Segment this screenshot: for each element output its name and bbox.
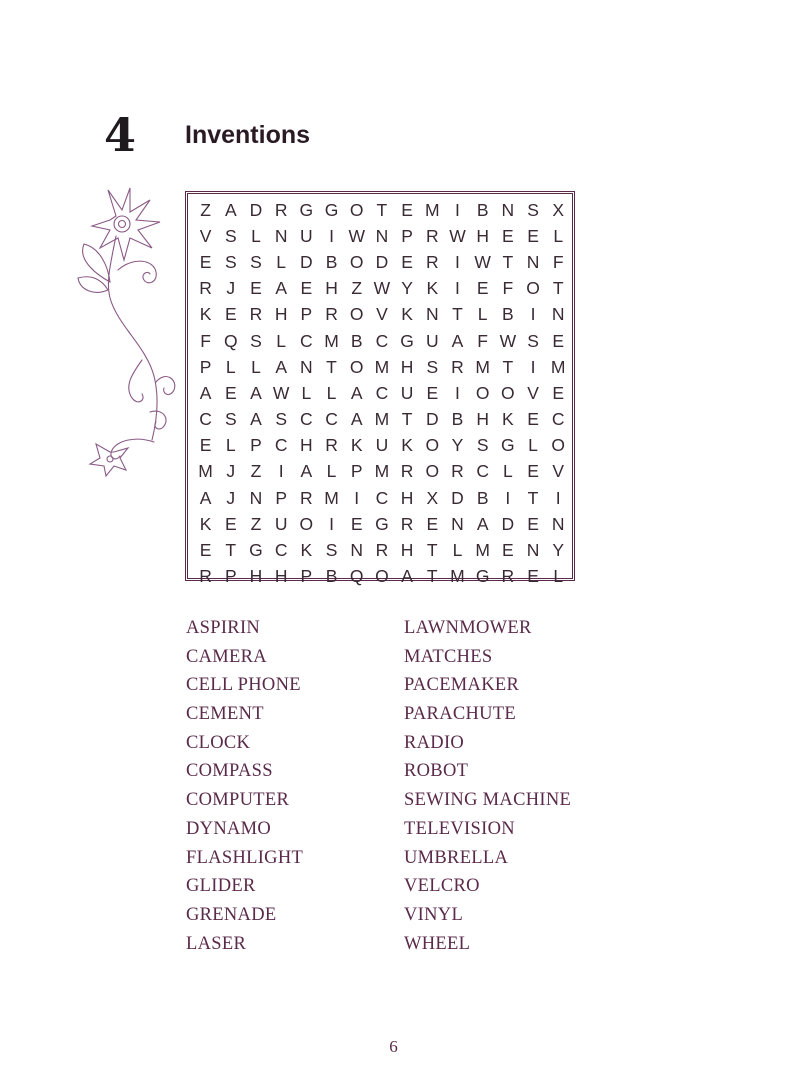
grid-letter: P [300, 304, 313, 325]
grid-letter: W [272, 382, 290, 403]
grid-letter: M [424, 199, 440, 220]
grid-letter: R [451, 356, 464, 377]
grid-letter: Q [349, 566, 364, 587]
word-list-item: ASPIRIN [186, 618, 261, 638]
grid-letter: Y [451, 435, 464, 456]
word-search-grid [185, 191, 575, 587]
grid-letter: L [225, 435, 236, 456]
grid-letter: O [349, 304, 364, 325]
grid-letter: A [275, 278, 287, 299]
word-list-item: LASER [186, 933, 247, 954]
grid-letter: P [250, 435, 262, 456]
grid-letter: R [400, 513, 414, 534]
grid-letter: M [324, 487, 339, 508]
grid-letter: P [224, 566, 237, 587]
grid-letter: Y [401, 278, 413, 299]
grid-letter: I [555, 487, 561, 508]
grid-letter: H [300, 435, 313, 456]
word-list-item: RADIO [404, 732, 465, 753]
grid-letter: Z [351, 278, 363, 299]
grid-letter: O [349, 356, 364, 377]
grid-letter: H [325, 278, 338, 299]
word-list-item: FLASHLIGHT [186, 847, 304, 868]
grid-letter: S [275, 409, 287, 430]
grid-letter: H [476, 225, 489, 246]
grid-letter: O [551, 435, 566, 456]
grid-letter: D [501, 513, 515, 534]
grid-letter: E [199, 435, 212, 456]
grid-letter: S [527, 199, 539, 220]
grid-letter: E [502, 540, 514, 561]
grid-letter: L [553, 566, 564, 587]
grid-letter: C [300, 330, 313, 351]
grid-letter: E [527, 566, 539, 587]
word-list-item: LAWNMOWER [404, 618, 532, 638]
grid-letter: O [501, 382, 515, 403]
grid-letter: M [374, 461, 390, 482]
grid-letter: C [375, 487, 389, 508]
grid-letter: A [350, 382, 363, 403]
grid-letter: R [325, 304, 338, 325]
grid-letter: U [400, 382, 414, 403]
word-list-item: CLOCK [186, 732, 251, 753]
word-list-item: PACEMAKER [404, 675, 520, 696]
grid-letter: E [426, 513, 439, 534]
grid-letter: E [250, 278, 262, 299]
grid-letter: O [425, 435, 440, 456]
grid-letter: D [451, 487, 464, 508]
grid-letter: H [249, 566, 263, 587]
grid-letter: N [350, 540, 364, 561]
grid-letter: A [350, 409, 363, 430]
grid-letter: U [375, 435, 389, 456]
grid-letter: S [224, 251, 237, 272]
grid-letter: L [276, 251, 287, 272]
flower-vine-icon [70, 186, 188, 478]
word-list-item: SEWING MACHINE [404, 790, 572, 811]
grid-letter: O [299, 513, 314, 534]
grid-letter: E [401, 199, 413, 220]
grid-letter: E [527, 461, 539, 482]
grid-letter: K [401, 304, 413, 325]
grid-letter: C [274, 540, 288, 561]
word-list-item: PARACHUTE [404, 704, 517, 725]
grid-letter: H [400, 356, 414, 377]
grid-letter: J [226, 487, 236, 508]
grid-letter: B [502, 304, 514, 325]
grid-letter: F [502, 278, 514, 299]
grid-letter: K [199, 304, 212, 325]
grid-letter: O [526, 278, 540, 299]
grid-letter: B [325, 251, 338, 272]
grid-letter: R [199, 566, 212, 587]
grid-letter: U [300, 225, 313, 246]
grid-letter: C [476, 461, 489, 482]
grid-letter: U [425, 330, 439, 351]
grid-letter: R [425, 251, 439, 272]
grid-letter: B [451, 409, 464, 430]
word-list-item: ROBOT [404, 761, 469, 782]
grid-letter: I [530, 304, 536, 325]
grid-letter: M [324, 330, 339, 351]
grid-letter: L [477, 304, 488, 325]
grid-letter: C [375, 330, 389, 351]
grid-letter: E [350, 513, 363, 534]
grid-letter: C [375, 382, 389, 403]
grid-letter: A [250, 382, 262, 403]
word-list-item: WHEEL [404, 933, 471, 954]
grid-letter: E [300, 278, 313, 299]
grid-letter: A [250, 409, 262, 430]
grid-letter: M [198, 461, 213, 482]
grid-letter: N [526, 540, 540, 561]
word-list-left [186, 614, 303, 958]
grid-letter: W [449, 225, 466, 246]
grid-letter: T [326, 356, 337, 377]
grid-letter: R [325, 435, 338, 456]
puzzle-title: Inventions [185, 121, 311, 149]
grid-letter: M [550, 356, 566, 377]
grid-letter: A [300, 461, 313, 482]
grid-letter: S [426, 356, 439, 377]
grid-letter: I [329, 513, 334, 534]
grid-letter: N [425, 304, 439, 325]
grid-letter: R [375, 540, 389, 561]
grid-letter: L [326, 382, 337, 403]
word-list-item: GLIDER [186, 876, 256, 897]
grid-letter: Z [250, 461, 262, 482]
word-list-item: CELL PHONE [186, 675, 301, 696]
grid-letter: A [224, 199, 237, 220]
puzzle-number: 4 [104, 108, 137, 162]
grid-letter: E [426, 382, 439, 403]
grid-letter: R [501, 566, 515, 587]
grid-letter: R [451, 461, 464, 482]
grid-letter: E [527, 225, 539, 246]
grid-letter: K [300, 540, 313, 561]
grid-letter: R [300, 487, 313, 508]
grid-letter: I [329, 225, 334, 246]
grid-letter: D [375, 251, 389, 272]
grid-letter: L [225, 356, 236, 377]
grid-letter: K [401, 435, 413, 456]
grid-letter: E [552, 382, 565, 403]
grid-letter: C [300, 409, 313, 430]
grid-letter: R [274, 199, 288, 220]
grid-letter: E [401, 251, 413, 272]
grid-letter: T [552, 278, 564, 299]
word-list-item: COMPUTER [186, 790, 290, 811]
grid-letter: S [224, 225, 237, 246]
grid-letter: E [476, 278, 489, 299]
grid-letter: I [455, 251, 460, 272]
grid-letter: P [350, 461, 363, 482]
grid-letter: U [274, 513, 288, 534]
grid-letter: K [199, 513, 212, 534]
grid-letter: X [426, 487, 439, 508]
grid-letter: O [475, 382, 490, 403]
grid-letter: R [199, 278, 212, 299]
grid-letter: T [376, 199, 388, 220]
word-list-item: CAMERA [186, 646, 267, 667]
grid-letter: I [455, 382, 460, 403]
grid-letter: G [475, 566, 490, 587]
grid-letter: E [224, 382, 237, 403]
grid-letter: I [354, 487, 360, 508]
grid-letter: C [325, 409, 338, 430]
grid-letter: N [300, 356, 313, 377]
grid-letter: M [475, 356, 490, 377]
grid-letter: F [477, 330, 488, 351]
grid-letter: B [325, 566, 338, 587]
grid-letter: L [528, 435, 538, 456]
grid-letter: I [455, 199, 460, 220]
grid-letter: I [455, 278, 460, 299]
grid-letter: F [552, 251, 564, 272]
grid-letter: E [224, 513, 237, 534]
word-list-item: DYNAMO [186, 818, 272, 839]
grid-letter: V [376, 304, 388, 325]
word-list-right [404, 614, 571, 958]
grid-letter: W [474, 251, 491, 272]
grid-letter: L [326, 461, 337, 482]
grid-letter: E [224, 304, 237, 325]
grid-letter: N [551, 304, 565, 325]
grid-letter: M [450, 566, 465, 587]
grid-letter: G [501, 435, 515, 456]
grid-letter: P [275, 487, 287, 508]
grid-letter: J [226, 461, 236, 482]
word-list-item: TELEVISION [404, 818, 515, 839]
grid-letter: N [501, 199, 515, 220]
grid-letter: G [324, 199, 339, 220]
grid-letter: C [274, 435, 288, 456]
grid-letter: K [426, 278, 439, 299]
grid-letter: H [400, 487, 414, 508]
grid-letter: E [199, 251, 212, 272]
grid-letter: E [199, 540, 212, 561]
grid-letter: R [425, 225, 439, 246]
grid-letter: I [505, 487, 511, 508]
grid-letter: B [350, 330, 363, 351]
word-list-item: COMPASS [186, 761, 273, 782]
grid-letter: L [251, 356, 261, 377]
grid-letter: P [401, 225, 413, 246]
grid-letter: S [325, 540, 338, 561]
grid-letter: W [499, 330, 517, 351]
grid-letter: A [476, 513, 489, 534]
grid-letter: V [552, 461, 565, 482]
grid-letter: E [527, 409, 539, 430]
grid-letter: T [502, 251, 514, 272]
grid-letter: W [373, 278, 391, 299]
grid-letter: F [200, 330, 211, 351]
grid-letter: L [502, 461, 513, 482]
grid-letter: S [250, 330, 262, 351]
grid-letter: T [502, 356, 514, 377]
grid-letter: I [278, 461, 284, 482]
grid-letter: S [250, 251, 262, 272]
grid-letter: T [527, 487, 539, 508]
grid-letter: E [502, 225, 514, 246]
grid-letter: R [249, 304, 263, 325]
grid-letter: N [274, 225, 288, 246]
grid-letter: Y [552, 540, 565, 561]
grid-letter: A [199, 487, 212, 508]
grid-letter: C [551, 409, 565, 430]
grid-letter: T [225, 540, 237, 561]
grid-letter: K [350, 435, 363, 456]
grid-letter: J [226, 278, 236, 299]
grid-letter: I [530, 356, 536, 377]
grid-letter: O [349, 251, 364, 272]
grid-letter: Z [250, 513, 262, 534]
grid-letter: D [249, 199, 263, 220]
grid-letter: N [526, 251, 540, 272]
grid-letter: T [452, 304, 463, 325]
grid-letter: A [275, 356, 287, 377]
word-list-item: VINYL [404, 904, 464, 925]
grid-letter: H [274, 566, 288, 587]
grid-letter: T [426, 566, 438, 587]
grid-letter: H [274, 304, 288, 325]
grid-letter: G [299, 199, 314, 220]
grid-letter: K [502, 409, 514, 430]
word-list-item: CEMENT [186, 704, 264, 725]
grid-letter: D [425, 409, 439, 430]
grid-letter: M [475, 540, 490, 561]
grid-letter: C [199, 409, 212, 430]
page-number: 6 [389, 1037, 398, 1056]
grid-letter: N [249, 487, 263, 508]
word-list-item: MATCHES [404, 646, 493, 667]
grid-letter: S [527, 330, 539, 351]
grid-letter: V [527, 382, 539, 403]
grid-letter: D [300, 251, 313, 272]
word-list-item: GRENADE [186, 904, 277, 925]
grid-letter: B [476, 487, 489, 508]
grid-letter: G [375, 513, 389, 534]
grid-letter: S [476, 435, 489, 456]
grid-letter: A [401, 566, 413, 587]
grid-letter: H [400, 540, 414, 561]
grid-letter: W [348, 225, 365, 246]
grid-letter: P [300, 566, 313, 587]
grid-letter: H [476, 409, 489, 430]
grid-letter: O [425, 461, 440, 482]
grid-letter: G [249, 540, 263, 561]
word-list-item: UMBRELLA [404, 847, 509, 868]
grid-letter: V [199, 225, 212, 246]
word-list-item: VELCRO [404, 876, 480, 897]
grid-letter: M [374, 356, 390, 377]
grid-letter: L [301, 382, 312, 403]
grid-letter: E [527, 513, 539, 534]
grid-letter: Z [200, 199, 211, 220]
grid-letter: M [374, 409, 390, 430]
grid-letter: X [552, 199, 565, 220]
grid-letter: A [199, 382, 212, 403]
grid-letter: L [452, 540, 463, 561]
grid-letter: A [451, 330, 464, 351]
grid-letter: P [199, 356, 212, 377]
grid-letter: N [451, 513, 464, 534]
grid-letter: S [224, 409, 237, 430]
grid-letter: B [476, 199, 489, 220]
grid-letter: L [553, 225, 564, 246]
grid-letter: L [276, 330, 287, 351]
grid-letter: O [349, 199, 364, 220]
grid-letter: T [426, 540, 438, 561]
grid-letter: L [251, 225, 261, 246]
grid-letter: N [375, 225, 389, 246]
grid-letter: T [401, 409, 413, 430]
grid-letter: N [551, 513, 565, 534]
grid-letter: Q [223, 330, 238, 351]
grid-letter: O [375, 566, 389, 587]
grid-letter: G [400, 330, 414, 351]
grid-letter: R [400, 461, 414, 482]
grid-letter: E [552, 330, 565, 351]
